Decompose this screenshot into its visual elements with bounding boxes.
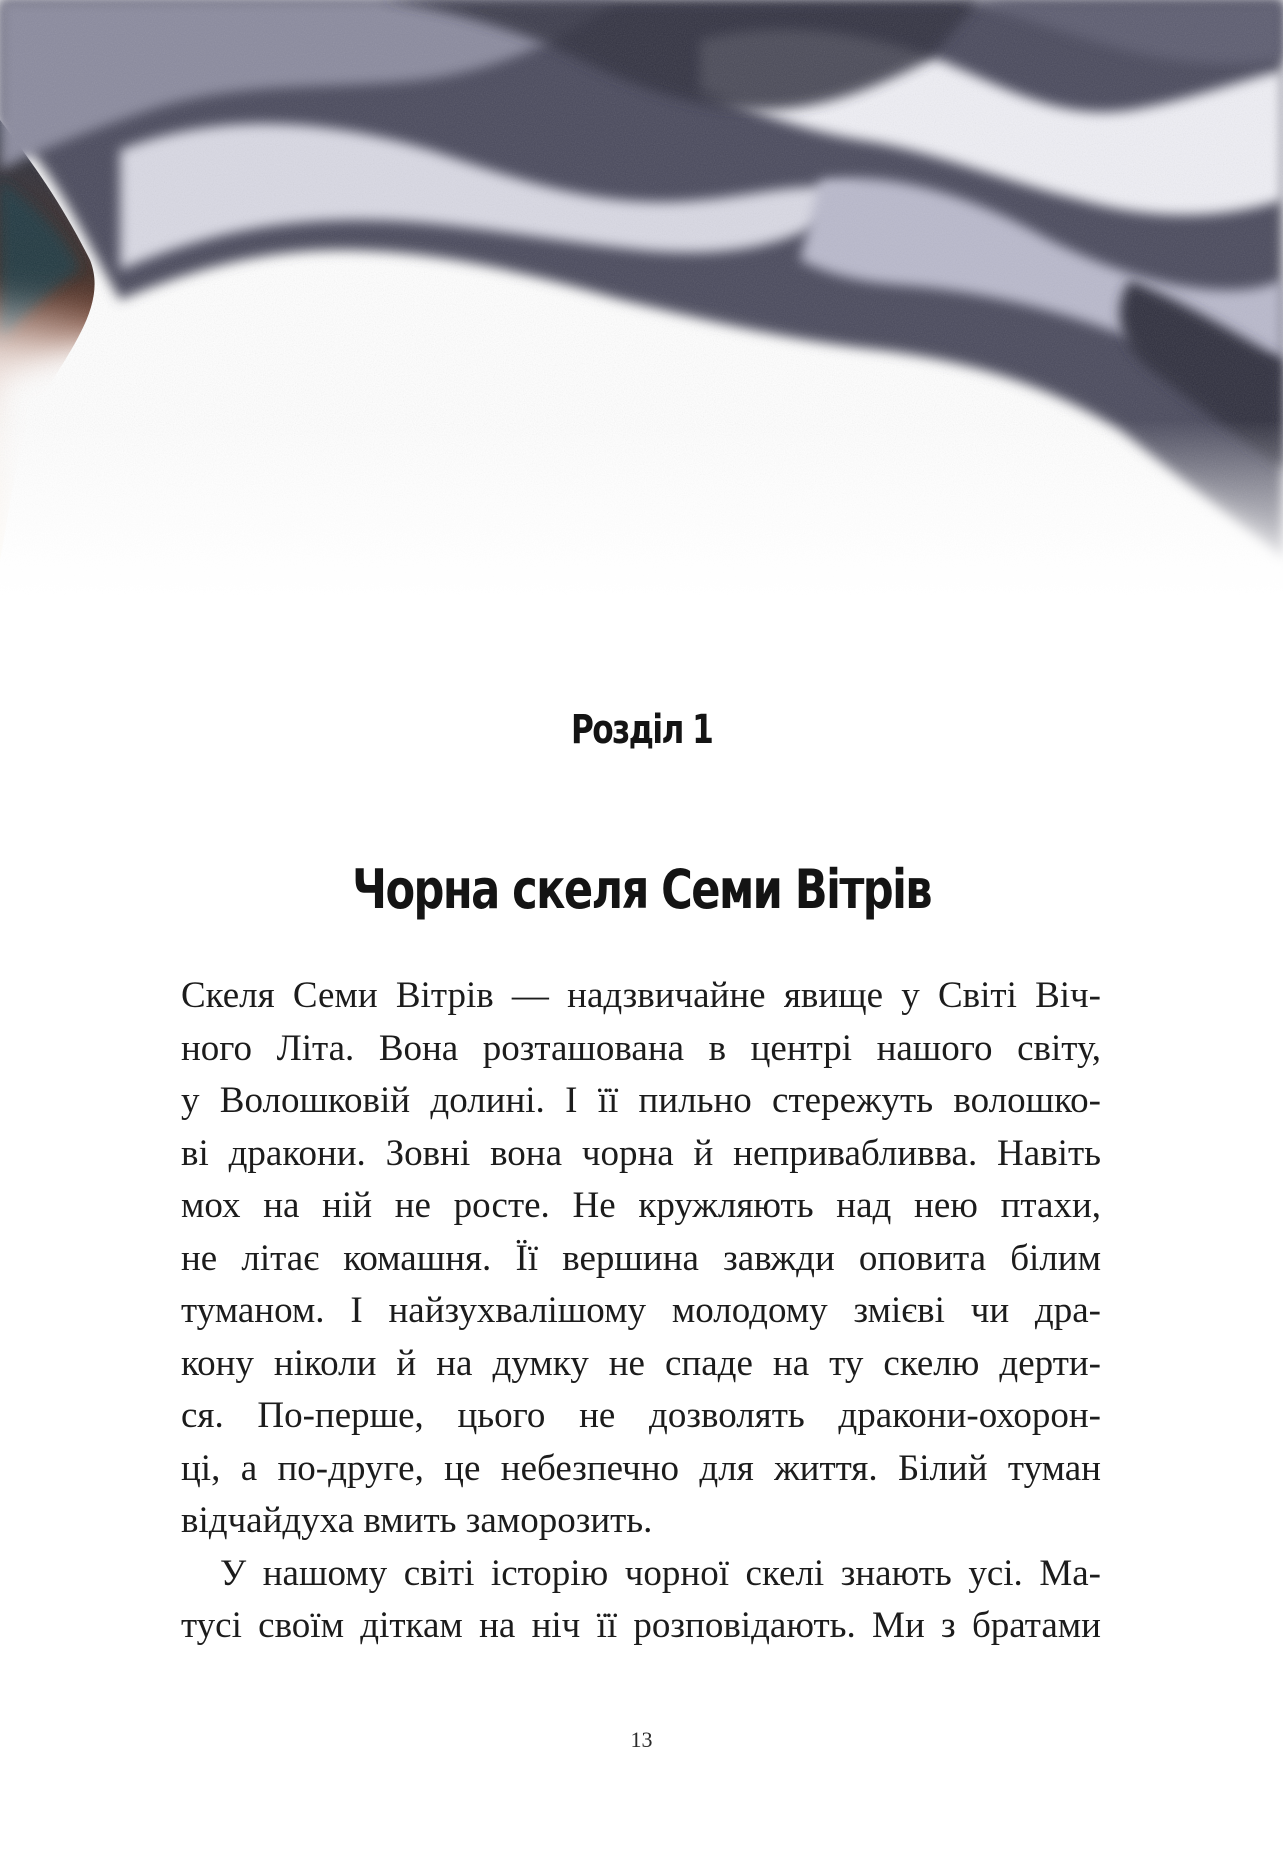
text-line-paragraph-start: У нашому світі історію чорної скелі знають усі. Ма- — [220, 1552, 1101, 1594]
text-line: Скеля Семи Вітрів — надзвичайне явище у Світі Віч- — [181, 975, 1101, 1016]
text-line: тусі своїм діткам на ніч її розповідають. Ми з братами — [181, 1605, 1101, 1646]
text-line: туманом. І найзухвалішому молодому змієві чи дра- — [181, 1290, 1101, 1331]
text-line: відчайдуха вмить заморозить. — [181, 1500, 653, 1541]
chapter-title: Чорна скеля Семи Вітрів — [352, 858, 932, 921]
chapter-number: Розділ 1 — [570, 707, 713, 753]
storm-cloud-illustration — [0, 0, 1283, 600]
page-number: 13 — [630, 1727, 653, 1752]
text-line: ці, а по-друге, це небезпечно для життя. Білий туман — [181, 1447, 1101, 1489]
chapter-body-text — [181, 970, 1101, 1653]
text-line: мох на ній не росте. Не кружляють над нею птахи, — [181, 1185, 1101, 1226]
text-line: ся. По-перше, цього не дозволять дракони-охорон- — [181, 1395, 1101, 1436]
text-line: у Волошковій долині. І її пильно стережуть волошко- — [181, 1080, 1101, 1121]
text-line: не літає комашня. Її вершина завжди оповита білим — [181, 1237, 1101, 1279]
text-line: кону ніколи й на думку не спаде на ту скелю дерти- — [181, 1342, 1101, 1384]
text-line: ного Літа. Вона розташована в центрі нашого світу, — [181, 1027, 1101, 1069]
text-line: ві дракони. Зовні вона чорна й непривабливва. Навіть — [181, 1132, 1101, 1174]
